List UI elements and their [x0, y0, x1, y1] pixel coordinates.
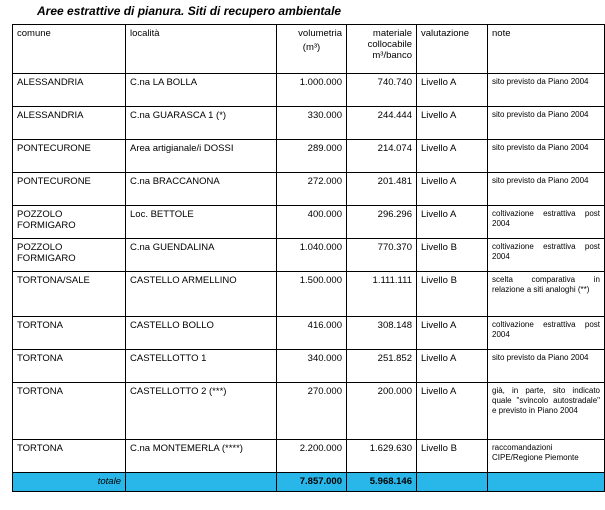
- table-title: Aree estrattive di pianura. Siti di recupero ambientale: [37, 4, 342, 18]
- cell-localita: Area artigianale/i DOSSI: [126, 140, 277, 173]
- cell-note: sito previsto da Piano 2004: [488, 350, 605, 383]
- cell-comune: ALESSANDRIA: [13, 107, 126, 140]
- table-row: [13, 317, 605, 350]
- table-row: [13, 350, 605, 383]
- cell-materiale: 740.740: [347, 74, 417, 107]
- cell-volumetria: 400.000: [277, 206, 347, 239]
- cell-note: coltivazione estrattiva post 2004: [488, 239, 605, 272]
- cell-localita: CASTELLO BOLLO: [126, 317, 277, 350]
- cell-materiale: 770.370: [347, 239, 417, 272]
- cell-volumetria: 272.000: [277, 173, 347, 206]
- cell-volumetria: 330.000: [277, 107, 347, 140]
- cell-localita: C.na LA BOLLA: [126, 74, 277, 107]
- cell-volumetria: 1.500.000: [277, 272, 347, 317]
- cell-volumetria: 340.000: [277, 350, 347, 383]
- total-volumetria: 7.857.000: [277, 473, 347, 492]
- cell-materiale: 251.852: [347, 350, 417, 383]
- table-row: [13, 107, 605, 140]
- header-localita: località: [126, 25, 277, 74]
- cell-note: coltivazione estrattiva post 2004: [488, 206, 605, 239]
- cell-materiale: 201.481: [347, 173, 417, 206]
- cell-valutazione: Livello A: [417, 350, 488, 383]
- cell-valutazione: Livello A: [417, 206, 488, 239]
- cell-comune: ALESSANDRIA: [13, 74, 126, 107]
- cell-volumetria: 270.000: [277, 383, 347, 440]
- cell-valutazione: Livello B: [417, 272, 488, 317]
- cell-localita: C.na BRACCANONA: [126, 173, 277, 206]
- total-empty-localita: [126, 473, 277, 492]
- cell-materiale: 296.296: [347, 206, 417, 239]
- cell-materiale: 1.111.111: [347, 272, 417, 317]
- cell-valutazione: Livello A: [417, 317, 488, 350]
- cell-comune: TORTONA: [13, 383, 126, 440]
- cell-localita: CASTELLOTTO 2 (***): [126, 383, 277, 440]
- header-materiale: materiale collocabile m³/banco: [347, 25, 417, 74]
- sites-table: [12, 24, 605, 492]
- cell-comune: POZZOLO FORMIGARO: [13, 206, 126, 239]
- cell-valutazione: Livello A: [417, 173, 488, 206]
- cell-note: scelta comparativa in relazione a siti analoghi (**): [488, 272, 605, 317]
- header-valutazione: valutazione: [417, 25, 488, 74]
- cell-note: coltivazione estrattiva post 2004: [488, 317, 605, 350]
- cell-localita: C.na GUARASCA 1 (*): [126, 107, 277, 140]
- cell-note: raccomandazioni CIPE/Regione Piemonte: [488, 440, 605, 473]
- header-volumetria-label: volumetria: [298, 28, 342, 39]
- table-row: [13, 239, 605, 272]
- total-row: [13, 473, 605, 492]
- cell-comune: PONTECURONE: [13, 173, 126, 206]
- cell-localita: C.na GUENDALINA: [126, 239, 277, 272]
- table-row: [13, 440, 605, 473]
- cell-comune: TORTONA/SALE: [13, 272, 126, 317]
- total-empty-valutazione: [417, 473, 488, 492]
- cell-comune: PONTECURONE: [13, 140, 126, 173]
- cell-localita: Loc. BETTOLE: [126, 206, 277, 239]
- cell-note: sito previsto da Piano 2004: [488, 173, 605, 206]
- cell-comune: TORTONA: [13, 440, 126, 473]
- cell-note: sito previsto da Piano 2004: [488, 107, 605, 140]
- table-row: [13, 74, 605, 107]
- cell-valutazione: Livello A: [417, 383, 488, 440]
- cell-volumetria: 2.200.000: [277, 440, 347, 473]
- table-row: [13, 173, 605, 206]
- cell-materiale: 308.148: [347, 317, 417, 350]
- header-note: note: [488, 25, 605, 74]
- cell-volumetria: 1.040.000: [277, 239, 347, 272]
- cell-comune: TORTONA: [13, 350, 126, 383]
- header-row: [13, 25, 605, 74]
- total-label: totale: [13, 473, 126, 492]
- cell-valutazione: Livello A: [417, 140, 488, 173]
- cell-materiale: 1.629.630: [347, 440, 417, 473]
- cell-valutazione: Livello B: [417, 239, 488, 272]
- table-row: [13, 383, 605, 440]
- cell-volumetria: 289.000: [277, 140, 347, 173]
- cell-materiale: 200.000: [347, 383, 417, 440]
- header-comune: comune: [13, 25, 126, 74]
- cell-localita: CASTELLO ARMELLINO: [126, 272, 277, 317]
- cell-valutazione: Livello A: [417, 74, 488, 107]
- cell-note: già, in parte, sito indicato quale "svincolo autostradale" e previsto in Piano 2004: [488, 383, 605, 440]
- header-volumetria-unit: (m³): [302, 42, 321, 53]
- cell-valutazione: Livello A: [417, 107, 488, 140]
- table-row: [13, 206, 605, 239]
- table-row: [13, 272, 605, 317]
- cell-localita: CASTELLOTTO 1: [126, 350, 277, 383]
- cell-comune: POZZOLO FORMIGARO: [13, 239, 126, 272]
- cell-materiale: 214.074: [347, 140, 417, 173]
- cell-materiale: 244.444: [347, 107, 417, 140]
- cell-comune: TORTONA: [13, 317, 126, 350]
- cell-localita: C.na MONTEMERLA (****): [126, 440, 277, 473]
- total-materiale: 5.968.146: [347, 473, 417, 492]
- cell-volumetria: 416.000: [277, 317, 347, 350]
- table-row: [13, 140, 605, 173]
- cell-volumetria: 1.000.000: [277, 74, 347, 107]
- total-empty-note: [488, 473, 605, 492]
- header-volumetria: [277, 25, 347, 74]
- cell-note: sito previsto da Piano 2004: [488, 74, 605, 107]
- cell-note: sito previsto da Piano 2004: [488, 140, 605, 173]
- cell-valutazione: Livello B: [417, 440, 488, 473]
